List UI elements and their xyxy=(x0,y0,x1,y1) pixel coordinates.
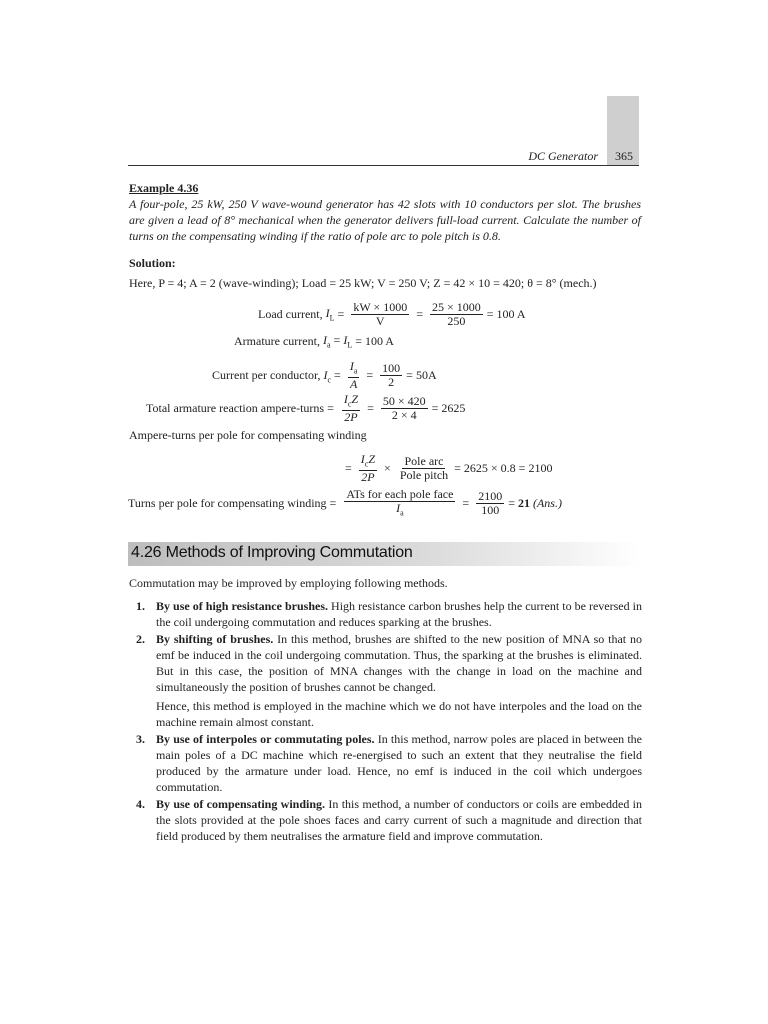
fraction: $\frac{25 \times 1000}{250}$ xyxy=(431,300,481,328)
fraction: $\frac{50 \times 420}{2 \times 4}$ xyxy=(382,394,426,423)
equation-total-ampere-turns: Total armature reaction ampere-turns = $\frac{I_cZ}{2P}$ = $\frac{50 \times 420}{2 \times 4}$ = 2625 xyxy=(146,392,466,425)
list-item: 4. By use of compensating winding. In this method, a number of conductors or coils are embedded in the slots provided at the pole shoes faces and carry current of such a magnitude and direction that field produced by them neutralises the armature field and improve commutation. xyxy=(136,797,642,843)
page-number: 365 xyxy=(615,149,633,163)
item-heading: By use of compensating winding. xyxy=(156,797,326,811)
example-title: Example 4.36 xyxy=(129,181,199,195)
fraction: $\frac{kW \times 1000}{V}$ xyxy=(353,300,408,328)
fraction: $\frac{100}{2}$ xyxy=(382,361,401,390)
equation-load-current: Load current, $I_L$ = $\frac{kW \times 1000}{V}$ = $\frac{25 \times 1000}{250}$ = 100 A xyxy=(258,300,526,328)
section-intro: Commutation may be improved by employing following methods. xyxy=(129,576,448,590)
equation-ampere-turns-per-pole: = $\frac{I_cZ}{2P}$ × $\frac{\text{Pole arc}}{\text{Pole pitch}}$ = 2625 × 0.8 = 2100 xyxy=(345,452,553,485)
fraction: $\frac{I_a}{A}$ xyxy=(349,359,358,392)
example-problem: A four-pole, 25 kW, 250 V wave-wound generator has 42 slots with 10 conductors per slot. The brushes are given a lead of 8° mechanical when the generator delivers full-load current. Calculate the number of turns on the compensating winding if the ratio of pole arc to pole pitch is 0.8. xyxy=(129,197,641,243)
section-title: 4.26 Methods of Improving Commutation xyxy=(131,544,413,561)
ampere-turns-per-pole-label: Ampere-turns per pole for compensating winding xyxy=(129,428,367,442)
fraction: $\frac{I_cZ}{2P}$ xyxy=(343,392,359,425)
item-text: In this method, brushes are shifted to the new position of MNA so that no emf be induced in the coil undergoing commutation. Thus, the sparking at the brushes is eliminated. But in this case, the position of MNA changes with the change in load on the machine and simultaneously the position of brushes cannot be changed. xyxy=(156,632,642,694)
answer-tag: (Ans.) xyxy=(532,496,562,511)
solution-label: Solution: xyxy=(129,256,176,270)
fraction: $\frac{2100}{100}$ xyxy=(478,489,503,518)
equation-label: Load current, xyxy=(258,307,323,321)
equation-turns-per-pole: Turns per pole for compensating winding = $\frac{\text{ATs for each pole face}}{I_a}$ = $\frac{2100}{100}$ = 21 (Ans.) xyxy=(128,487,562,518)
fraction: $\frac{\text{ATs for each pole face}}{I_a}$ xyxy=(346,487,454,518)
item-extra-text: Hence, this method is employed in the machine which we do not have interpoles and the load on the machine remain almost constant. xyxy=(156,699,642,729)
fraction: $\frac{\text{Pole arc}}{\text{Pole pitch}}$ xyxy=(399,454,449,483)
list-item: 1. By use of high resistance brushes. High resistance carbon brushes help the current to be reversed in the coil undergoing commutation and reduces sparking at the brushes. xyxy=(136,599,642,629)
item-text: In this method, narrow poles are placed in between the main poles of a DC machine which re-energised to such an extent that they neutralise the field produced by the armature under load. Hence, no emf is induced in the coil which undergoes commutation. xyxy=(156,732,643,794)
header-rule xyxy=(128,165,639,166)
running-title: DC Generator xyxy=(528,149,598,163)
item-heading: By shifting of brushes. xyxy=(156,632,274,646)
equation-armature-current: Armature current, $I_a = I_L$ = 100 A xyxy=(234,333,394,350)
list-item: 2. By shifting of brushes. In this method, brushes are shifted to the new position of MNA so that no emf be induced in the coil undergoing commutation. Thus, the sparking at the brushes is eliminated. But in this case, the position of MNA changes with the change in load on the machine and simultaneously the position of brushes cannot be changed. Hence, this method is employed in the machine which we do not have interpoles and the load on the machine remain almost constant. xyxy=(136,632,642,729)
item-heading: By use of high resistance brushes. xyxy=(156,599,328,613)
equation-current-per-conductor: Current per conductor, $I_c$ = $\frac{I_a}{A}$ = $\frac{100}{2}$ = 50A xyxy=(212,359,437,392)
answer-value: 21 xyxy=(517,496,530,511)
list-item: 3. By use of interpoles or commutating poles. In this method, narrow poles are placed in between the main poles of a DC machine which re-energised to such an extent that they neutralise the field produced by the armature under load. Hence, no emf is induced in the coil which undergoes commutation. xyxy=(136,732,643,794)
methods-list xyxy=(130,598,642,845)
item-heading: By use of interpoles or commutating poles. xyxy=(156,732,375,746)
fraction: $\frac{I_cZ}{2P}$ xyxy=(360,452,376,485)
given-values: Here, P = 4; A = 2 (wave-winding); Load = 25 kW; V = 250 V; Z = 42 × 10 = 420; θ = 8° (mech.) xyxy=(129,276,597,290)
item-text: High resistance carbon brushes help the current to be reversed in the coil undergoing commutation and reduces sparking at the brushes. xyxy=(156,599,642,629)
item-text: In this method, a number of conductors or coils are embedded in the slots provided at the pole shoes faces and carry current of such a magnitude and direction that field produced by them neutralises the armature field and improve commutation. xyxy=(156,797,642,843)
